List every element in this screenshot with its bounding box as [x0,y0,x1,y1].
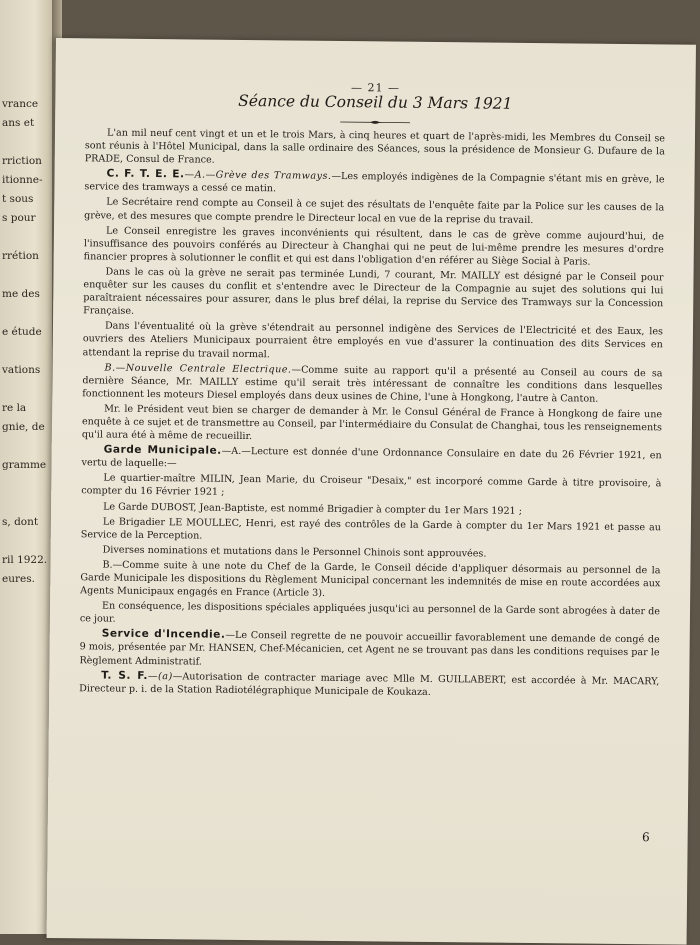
section-heading: Service d'Incendie. [101,627,226,642]
paragraph-text: En conséquence, les dispositions spéciales appliquées jusqu'ici au personnel de la Garde sont abrogées à dater de ce jour. [79,600,661,625]
paragraph-text: Mr. le Président veut bien se charger de demander à Mr. le Consul Général de France à Hongkong de faire une enquête à ce sujet et de transmettre au Conseil, par l'intermédiaire du Consulat de Changhai, tous les renseignements qu'il aura été à même de recueillir. [81,403,663,443]
paragraph-text: —A.—Lecture est donnée d'une Ordonnance Consulaire en date du 26 Février 1921, en vertu de laquelle:— [81,445,662,470]
paragraph-p16 [79,628,659,673]
page-title: Séance du Conseil du 3 Mars 1921 [238,91,513,113]
left-page-fragment: gnie, de [2,421,45,433]
left-page-fragment: vations [2,364,41,376]
paragraph-p5 [83,265,664,323]
page-number: — 21 — [350,81,401,95]
section-subheading: —A.—Grève des Tramways. [184,169,332,183]
paragraph-text: L'an mil neuf cent vingt et un et le trois Mars, à cinq heures et quart de l'après-midi, les Membres du Conseil se sont réunis à l'Hôtel Municipal, dans la salle ordinaire des Séances, sous la présidence de Monsieur G. Dufaure de la PRADE, Consul de France. [84,127,666,166]
left-page-fragment: rriction [2,155,42,167]
page-content [79,81,666,703]
folio-number: 6 [641,830,650,845]
paragraph-p1 [85,126,665,171]
paragraph-p8 [82,402,662,447]
left-page-fragment: vrance [2,98,39,110]
paragraph-text: B.—Comme suite à une note du Chef de la Garde, le Conseil décide d'appliquer désormais au personnel de la Garde Municipale les dispositions du Règlement Municipal concernant les indemnités de mise en route accordées aux Agents Municipaux engagés en France (Article 3). [80,559,661,599]
paragraph-text: Dans le cas où la grève ne serait pas terminée Lundi, 7 courant, Mr. MAILLY est désigné par le Conseil pour enquêter sur les causes du conflit et s'entendre avec le Directeur de la Compagnie au sujet des solutions qui lui paraîtraient nécessaires pour assurer, dans le plus bref délai, la reprise du Service des Tramways sur la Concession Française. [83,266,664,318]
paragraph-p14 [80,558,660,603]
paragraph-text: —Les employés indigènes de la Compagnie s'étant mis en grève, le service des tramways a cessé ce matin. [84,171,665,195]
paragraph-text: Dans l'éventualité où la grève s'étendrait au personnel indigène des Services de l'Electricité et des Eaux, les ouvriers des Ateliers Municipaux pourraient être employés en vue d'assurer la continuation des dits Services en attendant la reprise du travail normal. [82,320,664,360]
paragraph-text: Le quartier-maître MILIN, Jean Marie, du Croiseur "Desaix," est incorporé comme Garde à titre provisoire, à compter du 16 Février 1921 ; [81,472,662,499]
left-page-fragment: t sous [2,193,34,205]
section-heading: T. S. F. [101,669,149,682]
paragraph-p4 [84,224,664,269]
paragraph-list [79,126,665,701]
paragraph-text: Le Conseil enregistre les graves inconvénients qui résultent, dans le cas de grève comme aujourd'hui, de l'insuffisance des pouvoirs conférés au Directeur à Changhai qui ne peut de lui-même prendre les mesures d'ordre financier propres à solutionner le conflit et qui est dans l'obligation d'en référer au Siège Social à Paris. [83,225,665,268]
left-page-fragment: itionne- [2,174,43,186]
paragraph-text: —Autorisation de contracter mariage avec Mlle M. GUILLABERT, est accordée à Mr. MACARY, Directeur p. i. de la Station Radiotélégraphique Municipale de Koukaza. [79,670,660,698]
section-heading: C. F. T. E. E. [106,167,185,181]
paragraph-p12 [81,515,661,547]
paragraph-text: Diverses nominations et mutations dans le Personnel Chinois sont approuvées. [102,544,487,560]
section-heading: Garde Municipale. [103,443,222,457]
left-page-fragment: s, dont [2,516,39,528]
left-page-fragment: me des [2,288,40,300]
paragraph-p10 [81,472,661,504]
left-page-fragment: s pour [2,212,36,224]
paragraph-text: —Comme suite au rapport qu'il a présenté au Conseil au cours de sa dernière Séance, Mr. MAILLY estime qu'il serait très intéressant de connaître les conditions dans lesquelles fonctionnent les moteurs Diesel employés dans deux usines de Chine, l'une à Hongkong, l'autre à Canton. [82,364,663,405]
paragraph-text: Le Garde DUBOST, Jean-Baptiste, est nommé Brigadier à compter du 1er Mars 1921 ; [103,501,523,517]
paragraph-p7 [82,361,662,406]
paragraph-p2 [84,168,664,200]
left-page-fragment: eures. [2,573,35,585]
paragraph-p6 [83,320,663,365]
section-subheading: B.—Nouvelle Centrale Electrique. [104,362,292,376]
paragraph-text: Le Brigadier LE MOULLEC, Henri, est rayé des contrôles de la Garde à compter du 1er Mars 1921 et passe au Service de la Perception. [80,516,661,542]
left-page-fragment: rrétion [2,250,39,262]
paragraph-p15 [80,599,660,631]
left-page-fragment: re la [2,402,27,414]
left-page-fragment: e étude [2,326,42,338]
paragraph-text: Le Secrétaire rend compte au Conseil à ce sujet des résultats de l'enquête faite par la Police sur les causes de la grève, et des mesures que compte prendre le Directeur local en vue de la reprise du travail. [84,197,665,226]
paragraph-p3 [84,196,664,228]
left-page-fragment: ril 1922. [2,554,48,566]
paragraph-p17 [79,669,659,701]
section-subheading: —(a) [147,670,173,682]
paragraph-text: —Le Conseil regrette de ne pouvoir accueillir favorablement une demande de congé de 9 mois, présentée par Mr. HANSEN, Chef-Mécanicien, cet Agent ne se trouvant pas dans les conditions requises par le Règlement Administratif. [79,630,660,668]
paragraph-p9 [81,443,661,475]
left-page-fragment: ans et [2,117,35,129]
left-page-fragment: gramme [2,459,47,471]
document-page [47,38,696,945]
title-ornament-icon [340,119,410,126]
